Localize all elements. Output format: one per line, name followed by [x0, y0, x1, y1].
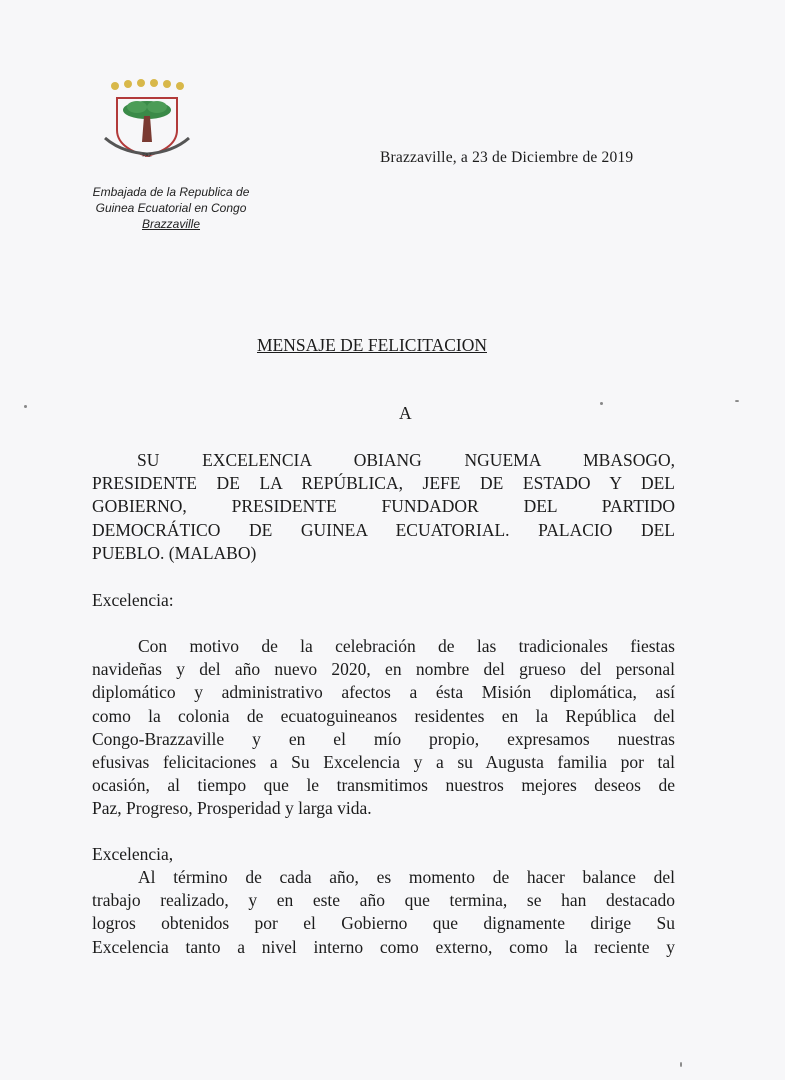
paragraph-line: diplomático y administrativo afectos a ésta Misión diplomática, así: [92, 682, 675, 703]
emblem-ribbon-text: PAZ: [142, 153, 152, 159]
letter-date: Brazzaville, a 23 de Diciembre de 2019: [380, 149, 634, 166]
paragraph-line: como la colonia de ecuatoguineanos residentes en la República del: [92, 705, 675, 726]
addressee-line: PUEBLO. (MALABO): [92, 542, 257, 563]
addressee-line: DEMOCRÁTICO DE GUINEA ECUATORIAL. PALACIO DEL: [92, 519, 675, 540]
coat-of-arms-icon: [101, 78, 193, 164]
paragraph-1: [92, 635, 675, 821]
addressee-line: SU EXCELENCIA OBIANG NGUEMA MBASOGO,: [137, 450, 675, 470]
addressee-line: PRESIDENTE DE LA REPÚBLICA, JEFE DE ESTADO Y DEL: [92, 473, 675, 494]
embassy-line-2: Guinea Ecuatorial en Congo: [95, 201, 247, 215]
paragraph-line: Al término de cada año, es momento de hacer balance del: [138, 867, 675, 887]
embassy-line-1: Embajada de la Republica de: [92, 185, 250, 199]
to-label: A: [399, 403, 412, 423]
addressee-block: [92, 449, 675, 565]
paragraph-line: ocasión, al tiempo que le transmitimos nuestros mejores deseos de: [92, 775, 675, 796]
paragraph-line: logros obtenidos por el Gobierno que dignamente dirige Su: [92, 913, 675, 934]
paragraph-line: Excelencia tanto a nivel interno como externo, como la reciente y: [92, 936, 675, 957]
salutation-2: Excelencia,: [92, 844, 174, 864]
paragraph-line: efusivas felicitaciones a Su Excelencia y a su Augusta familia por tal: [92, 751, 675, 772]
paragraph-2: [92, 866, 675, 959]
addressee-line: GOBIERNO, PRESIDENTE FUNDADOR DEL PARTIDO: [92, 496, 675, 517]
paragraph-line: navideñas y del año nuevo 2020, en nombre del grueso del personal: [92, 659, 675, 680]
embassy-letterhead: [86, 184, 256, 232]
paragraph-line: Con motivo de la celebración de las tradicionales fiestas: [138, 636, 675, 656]
paragraph-line: Congo-Brazzaville y en el mío propio, expresamos nuestras: [92, 728, 675, 749]
stars-row: [111, 79, 184, 90]
paragraph-line: Paz, Progreso, Prosperidad y larga vida.: [92, 798, 372, 819]
letter-title: MENSAJE DE FELICITACION: [257, 335, 487, 355]
salutation-1: Excelencia:: [92, 590, 174, 610]
paragraph-line: trabajo realizado, y en este año que termina, se han destacado: [92, 890, 675, 911]
embassy-line-3: Brazzaville: [141, 217, 201, 231]
